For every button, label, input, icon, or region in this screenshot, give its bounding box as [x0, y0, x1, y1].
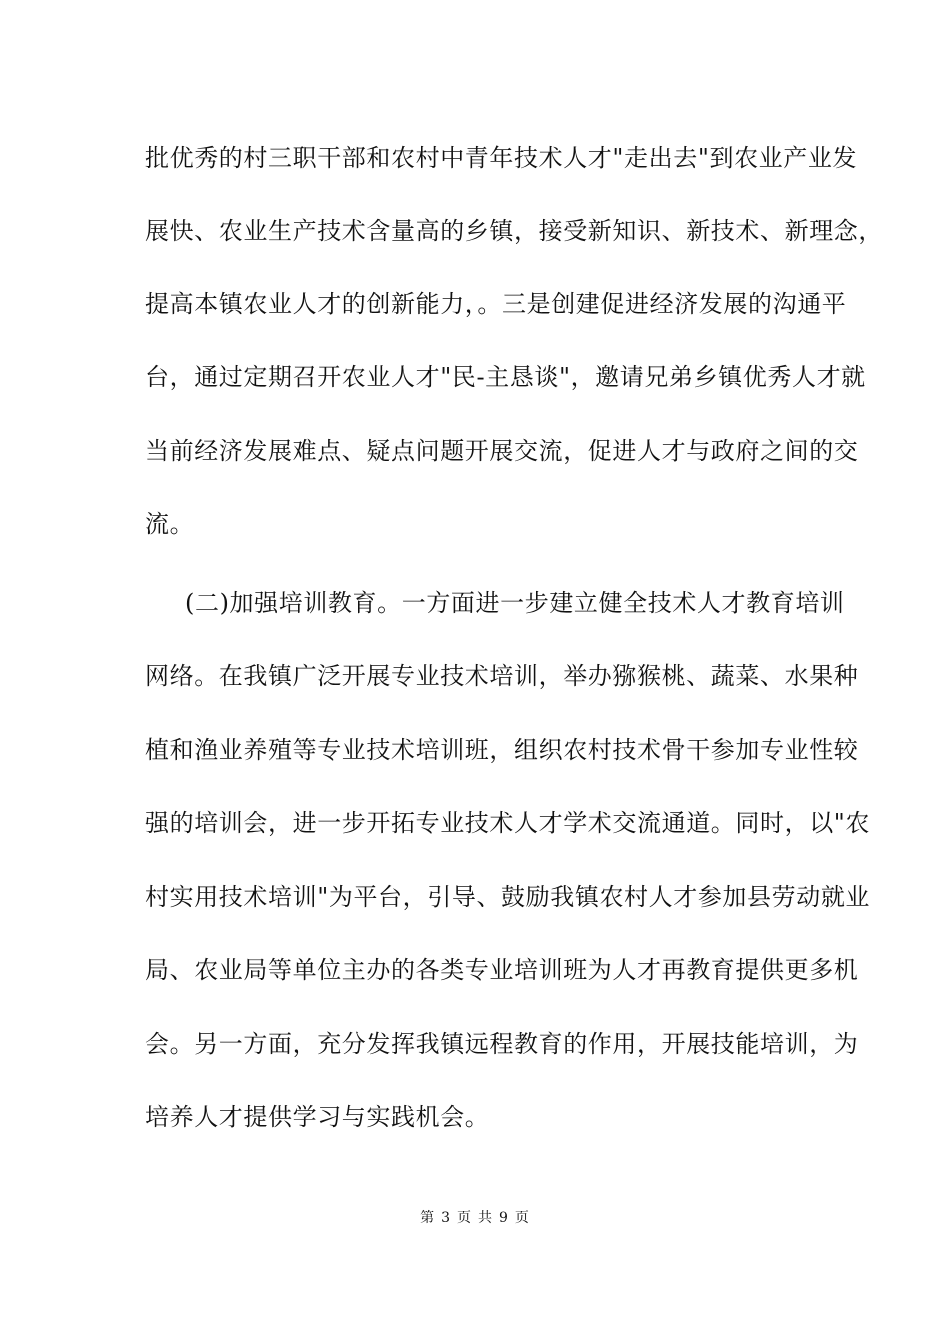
page-total: 9 [499, 1210, 509, 1226]
page-total-label: 页 [514, 1210, 530, 1226]
text-line: 培养人才提供学习与实践机会。 [145, 1103, 490, 1131]
text-line: 台，通过定期召开农业人才"民-主恳谈"，邀请兄弟乡镇优秀人才就 [145, 363, 866, 391]
text-line: 展快、农业生产技术含量高的乡镇，接受新知识、新技术、新理念， [145, 217, 883, 245]
page-current: 3 [441, 1210, 451, 1226]
text-line: 提高本镇农业人才的创新能力，。三是创建促进经济发展的沟通平 [145, 290, 847, 318]
text-line: 强的培训会，进一步开拓专业技术人才学术交流通道。同时，以"农 [145, 809, 871, 837]
page-total-prefix: 共 [478, 1210, 493, 1226]
page-number-footer [0, 1208, 950, 1228]
text-line: 会。另一方面，充分发挥我镇远程教育的作用，开展技能培训，为 [145, 1030, 859, 1058]
text-line: 植和渔业养殖等专业技术培训班，组织农村技术骨干参加专业性较 [145, 736, 859, 764]
text-line: 局、农业局等单位主办的各类专业培训班为人才再教育提供更多机 [145, 956, 859, 984]
text-line: 网络。在我镇广泛开展专业技术培训，举办猕猴桃、蔬菜、水果种 [145, 662, 859, 690]
text-line: 流。 [145, 510, 195, 538]
page-prefix: 第 [420, 1210, 436, 1226]
text-line: 村实用技术培训"为平台，引导、鼓励我镇农村人才参加县劳动就业 [145, 883, 871, 911]
text-line: 当前经济发展难点、疑点问题开展交流，促进人才与政府之间的交 [145, 437, 859, 465]
page-label: 页 [457, 1210, 472, 1226]
text-line: 批优秀的村三职干部和农村中青年技术人才"走出去"到农业产业发 [145, 144, 858, 172]
paragraph-first-line: (二)加强培训教育。一方面进一步建立健全技术人才教育培训 [185, 589, 845, 617]
